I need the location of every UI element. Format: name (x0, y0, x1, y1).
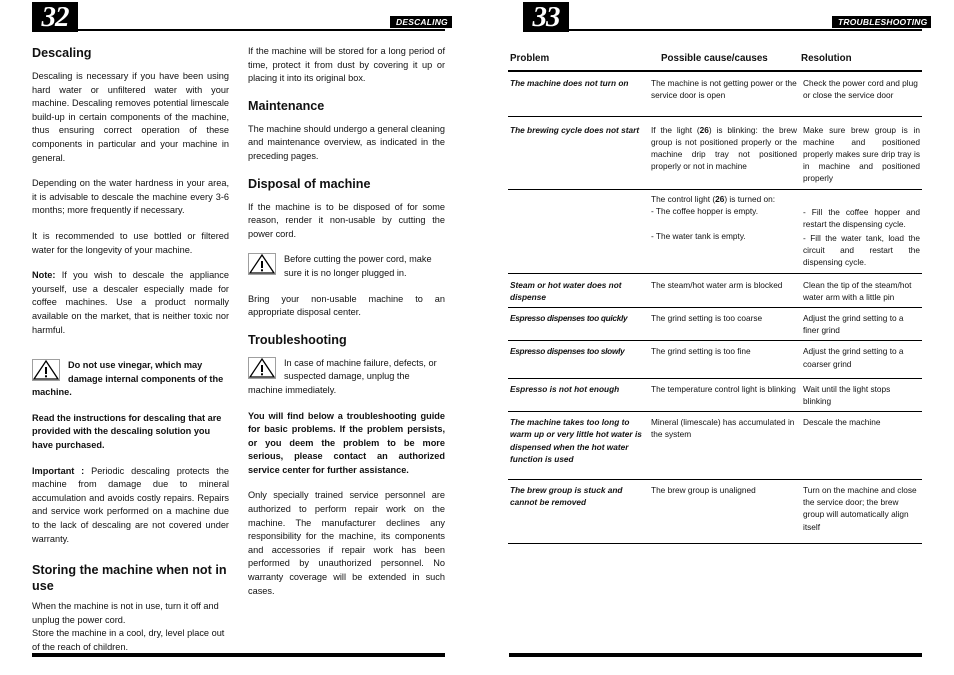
disposal-center-paragraph: Bring your non-usable machine to an appropriate disposal center. (248, 293, 445, 318)
table-row (508, 116, 922, 189)
important-text: Periodic descaling protects the machine from damage due to mineral accumulation and avoids costly repairs. Repairs and service work performed on a machine due to the lack of descaling are not covered under warranty. (32, 465, 229, 544)
problem-cell: The brewing cycle does not start (508, 116, 647, 189)
storing-text-2: Store the machine in a cool, dry, level place out of the reach of children. (32, 628, 225, 652)
table-row (508, 308, 922, 341)
troubleshooting-guide-text: You will find below a troubleshooting guide for basic problems. If the problem persists, or you deem the problem to be more serious, please contact an authorized service center for further assistance. (248, 410, 445, 475)
problem-cell: Steam or hot water does not dispense (508, 273, 647, 307)
maintenance-paragraph: The machine should undergo a general cleaning and maintenance overview, as indicated in the preceding pages. (248, 123, 445, 161)
solution-cell: Wait until the light stops blinking (799, 378, 922, 411)
middle-column (248, 45, 445, 610)
note-label: Note: (32, 270, 56, 281)
descaling-important (32, 465, 229, 547)
table-row (508, 341, 922, 378)
vinegar-warning (32, 359, 229, 400)
storing-text-1: When the machine is not in use, turn it off and unplug the power cord. (32, 601, 219, 625)
solution-cell: Adjust the grind setting to a coarser grind (799, 341, 922, 378)
disposal-warning (248, 253, 445, 280)
light-number: 26 (699, 124, 709, 135)
cause-pre: The control light ( (651, 193, 716, 204)
note-text: If you wish to descale the appliance yourself, use a descaler especially made for coffee machines. Use a product normally available on the market, that is neither toxic nor harmful. (32, 270, 229, 335)
solution-cell: Turn on the machine and close the service door; the brew group will automatically align itself (799, 480, 922, 544)
bottom-rule-right (509, 653, 922, 657)
cause-cell: The grind setting is too coarse (647, 308, 799, 341)
cause-cell: The grind setting is too fine (647, 341, 799, 378)
cause-line (651, 193, 797, 205)
solution-cell: Descale the machine (799, 412, 922, 480)
table-row (508, 412, 922, 480)
service-personnel-paragraph: Only specially trained service personnel are authorized to perform repair work on the machine. The manufacturer declines any responsibility for the machine, its components and accessories if repair work has been performed by unauthorized personnel. No warranty coverage will be extended in such cases. (248, 490, 445, 596)
cause-cell: The machine is not getting power or the service door is open (647, 71, 799, 116)
descaling-title: Descaling (32, 46, 92, 60)
disposal-paragraph: If the machine is to be disposed of for some reason, render it non-usable by cutting the power cord. (248, 201, 445, 239)
solution-cell: Check the power cord and plug or close the service door (799, 71, 922, 116)
descaling-instructions-text: Read the instructions for descaling that are provided with the descaling solution you have purchased. (32, 412, 222, 451)
descaling-instructions (32, 412, 229, 453)
cause-cell: The temperature control light is blinking (647, 378, 799, 411)
bottom-rule-left (32, 653, 445, 657)
storing-paragraph (32, 600, 229, 654)
troubleshooting-title: Troubleshooting (248, 332, 347, 347)
problem-cell (508, 189, 647, 273)
troubleshooting-warning (248, 357, 445, 398)
warning-triangle-icon (248, 357, 276, 379)
problem-cell: Espresso dispenses too quickly (508, 308, 647, 341)
solution-water-tank: - Fill the water tank, load the circuit and restart the dispensing cycle. (803, 233, 920, 268)
problem-cell: The machine does not turn on (508, 71, 647, 116)
table-row (508, 378, 922, 411)
solution-cell: Make sure brew group is in machine and positioned properly makes sure drip tray is in machine and positioned properly (799, 116, 922, 189)
left-column (32, 45, 229, 667)
table-row (508, 189, 922, 273)
table-row (508, 480, 922, 544)
cause-cell: The brew group is unaligned (647, 480, 799, 544)
table-row (508, 273, 922, 307)
descaling-water-advice: It is recommended to use bottled or filtered water for the longevity of your machine. (32, 230, 229, 255)
solution-cell: Adjust the grind setting to a finer grind (799, 308, 922, 341)
troubleshooting-guide-paragraph (248, 410, 445, 478)
troubleshooting-warning-text: In case of machine failure, defects, or suspected damage, unplug the machine immediately. (248, 357, 437, 395)
vinegar-warning-text: Do not use vinegar, which may damage internal components of the machine. (32, 360, 224, 398)
troubleshooting-table (508, 50, 922, 544)
cause-water-tank: - The water tank is empty. (651, 231, 746, 242)
solution-cell: Clean the tip of the steam/hot water arm with a little pin (799, 273, 922, 307)
descaling-note (32, 269, 229, 337)
page-number-left: 32 (32, 2, 78, 32)
cause-cell: Mineral (limescale) has accumulated in the system (647, 412, 799, 480)
cause-hopper: - The coffee hopper is empty. (651, 205, 758, 216)
solution-cell (799, 189, 922, 273)
maintenance-title: Maintenance (248, 98, 325, 113)
warning-triangle-icon (32, 359, 60, 381)
storing-title: Storing the machine when not in use (32, 563, 227, 594)
problem-cell: Espresso dispenses too slowly (508, 341, 647, 378)
disposal-title: Disposal of machine (248, 176, 371, 191)
solution-hopper: - Fill the coffee hopper and restart the dispensing cycle. (803, 206, 920, 229)
important-label: Important : (32, 465, 85, 476)
problem-cell: The machine takes too long to warm up or very little hot water is dispensed when the hot water function is used (508, 412, 647, 480)
problem-cell: The brew group is stuck and cannot be removed (508, 480, 647, 544)
section-header-troubleshooting: TROUBLESHOOTING (832, 16, 931, 28)
header-solution: Resolution (799, 50, 922, 71)
light-number: 26 (715, 193, 725, 204)
storage-dust-paragraph: If the machine will be stored for a long period of time, protect it from dust by covering it up or placing it into its original box. (248, 46, 445, 84)
cause-pre: If the light ( (651, 124, 700, 135)
descaling-paragraph: Descaling is necessary if you have been using hard water or unfiltered water with your machine. Descaling removes potential limescale build-up in certain components of the machine, thus ensuring correct operation of these components in particular and your machine in general. (32, 71, 229, 163)
header-problem: Problem (508, 50, 647, 71)
section-header-descaling: DESCALING (390, 16, 452, 28)
cause-cell: The steam/hot water arm is blocked (647, 273, 799, 307)
cause-cell (647, 189, 799, 273)
cause-cell (647, 116, 799, 189)
cause-post: ) is turned on: (724, 193, 776, 204)
disposal-warning-text: Before cutting the power cord, make sure it is no longer plugged in. (284, 254, 432, 278)
warning-triangle-icon (248, 253, 276, 275)
cause-post: ) is blinking: the brew group is not positioned properly or the machine drip tray not positioned properly or not in machine (651, 124, 798, 172)
descaling-frequency: Depending on the water hardness in your area, it is advisable to descale the machine every 3-6 months; more frequently if necessary. (32, 178, 229, 216)
table-row (508, 71, 922, 116)
header-cause: Possible cause/causes (647, 50, 799, 71)
table-header-row (508, 50, 922, 71)
page-number-right: 33 (523, 2, 569, 32)
problem-cell: Espresso is not hot enough (508, 378, 647, 411)
